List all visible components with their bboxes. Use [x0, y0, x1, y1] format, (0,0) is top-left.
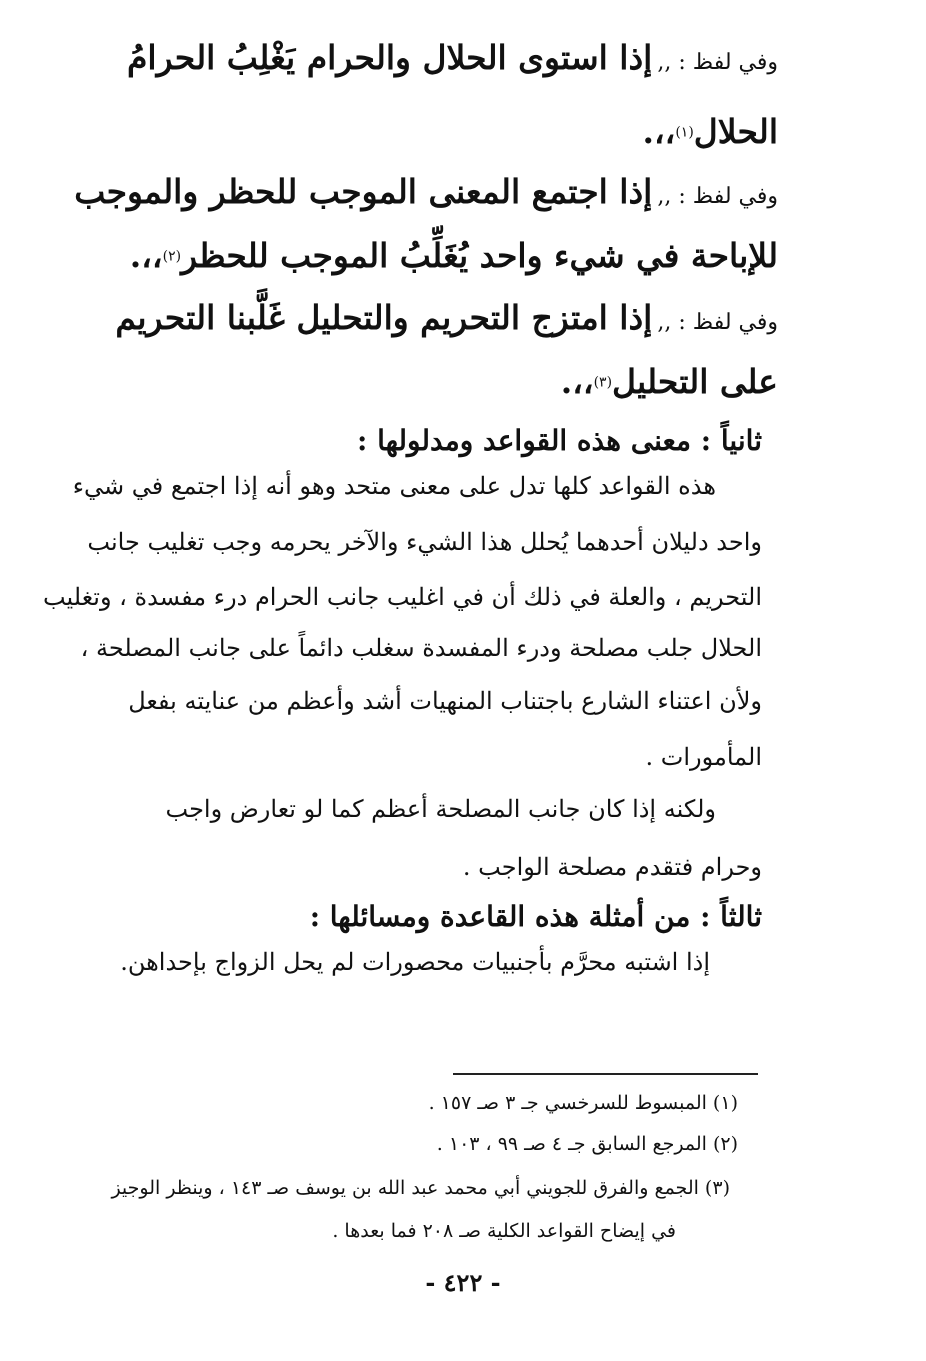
- footnote-separator: [453, 1073, 758, 1075]
- quote-close: ،،.: [642, 112, 676, 151]
- body-line-6: المأمورات .: [645, 743, 762, 771]
- section-heading-third: ثالثاً : من أمثلة هذه القاعدة ومسائلها :: [309, 900, 762, 933]
- quote-text: إذا امتزج التحريم والتحليل غَلَّبنا التحريم: [115, 298, 653, 337]
- body-line-5: ولأن اعتناء الشارع باجتناب المنهيات أشد وأعظم من عنايته بفعل: [128, 687, 762, 715]
- section-heading-second: ثانياً : معنى هذه القواعد ومدلولها :: [357, 424, 762, 457]
- quote-line-2: [643, 112, 778, 151]
- footnote-3-line-1: (٣) الجمع والفرق للجويني أبي محمد عبد الله بن يوسف صـ ١٤٣ ، وينظر الوجيز: [111, 1177, 730, 1199]
- body-line-7: ولكنه إذا كان جانب المصلحة أعظم كما لو تعارض واجب: [165, 795, 716, 823]
- body-line-4: الحلال جلب مصلحة ودرء المفسدة سغلب دائماً على جانب المصلحة ،: [80, 634, 762, 662]
- quote-text: إذا اجتمع المعنى الموجب للحظر والموجب: [74, 172, 653, 211]
- quote-close: ،،.: [129, 236, 163, 275]
- quote-text: على التحليل: [612, 362, 778, 401]
- quote-line-1: [127, 38, 778, 77]
- quote-close: ،،.: [560, 362, 594, 401]
- footnote-ref: (٣): [593, 374, 613, 391]
- quote-line-5: [115, 298, 778, 337]
- quote-text: الحلال: [693, 112, 778, 151]
- quote-lead: وفي لفظ : ,,: [657, 310, 778, 335]
- page-number: - ٤٢٢ -: [425, 1268, 501, 1297]
- footnote-ref: (١): [675, 124, 694, 141]
- footnote-ref: (٢): [162, 248, 182, 265]
- quote-line-3: [74, 172, 778, 211]
- body-line-9: إذا اشتبه محرَّم بأجنبيات محصورات لم يحل الزواج بإحداهن.: [120, 948, 710, 976]
- quote-lead: وفي لفظ : ,,: [657, 184, 778, 209]
- quote-line-6: [561, 362, 778, 401]
- footnote-2: (٢) المرجع السابق جـ ٤ صـ ٩٩ ، ١٠٣ .: [436, 1133, 738, 1155]
- quote-line-4: [130, 236, 778, 275]
- body-line-1: هذه القواعد كلها تدل على معنى متحد وهو أنه إذا اجتمع في شيء: [72, 472, 716, 500]
- quote-lead: وفي لفظ : ,,: [657, 50, 778, 75]
- body-line-3: التحريم ، والعلة في ذلك أن في اغليب جانب الحرام درء مفسدة ، وتغليب: [42, 583, 762, 611]
- body-line-2: واحد دليلان أحدهما يُحلل هذا الشيء والآخر يحرمه وجب تغليب جانب: [87, 528, 762, 556]
- footnote-3-line-2: في إيضاح القواعد الكلية صـ ٢٠٨ فما بعدها .: [332, 1220, 676, 1242]
- footnote-1: (١) المبسوط للسرخسي جـ ٣ صـ ١٥٧ .: [428, 1092, 738, 1114]
- quote-text: للإباحة في شيء واحد يُغَلِّبُ الموجب للحظر: [181, 236, 778, 275]
- quote-text: إذا استوى الحلال والحرام يَغْلِبُ الحرامُ: [126, 38, 653, 77]
- body-line-8: وحرام فتقدم مصلحة الواجب .: [462, 853, 762, 881]
